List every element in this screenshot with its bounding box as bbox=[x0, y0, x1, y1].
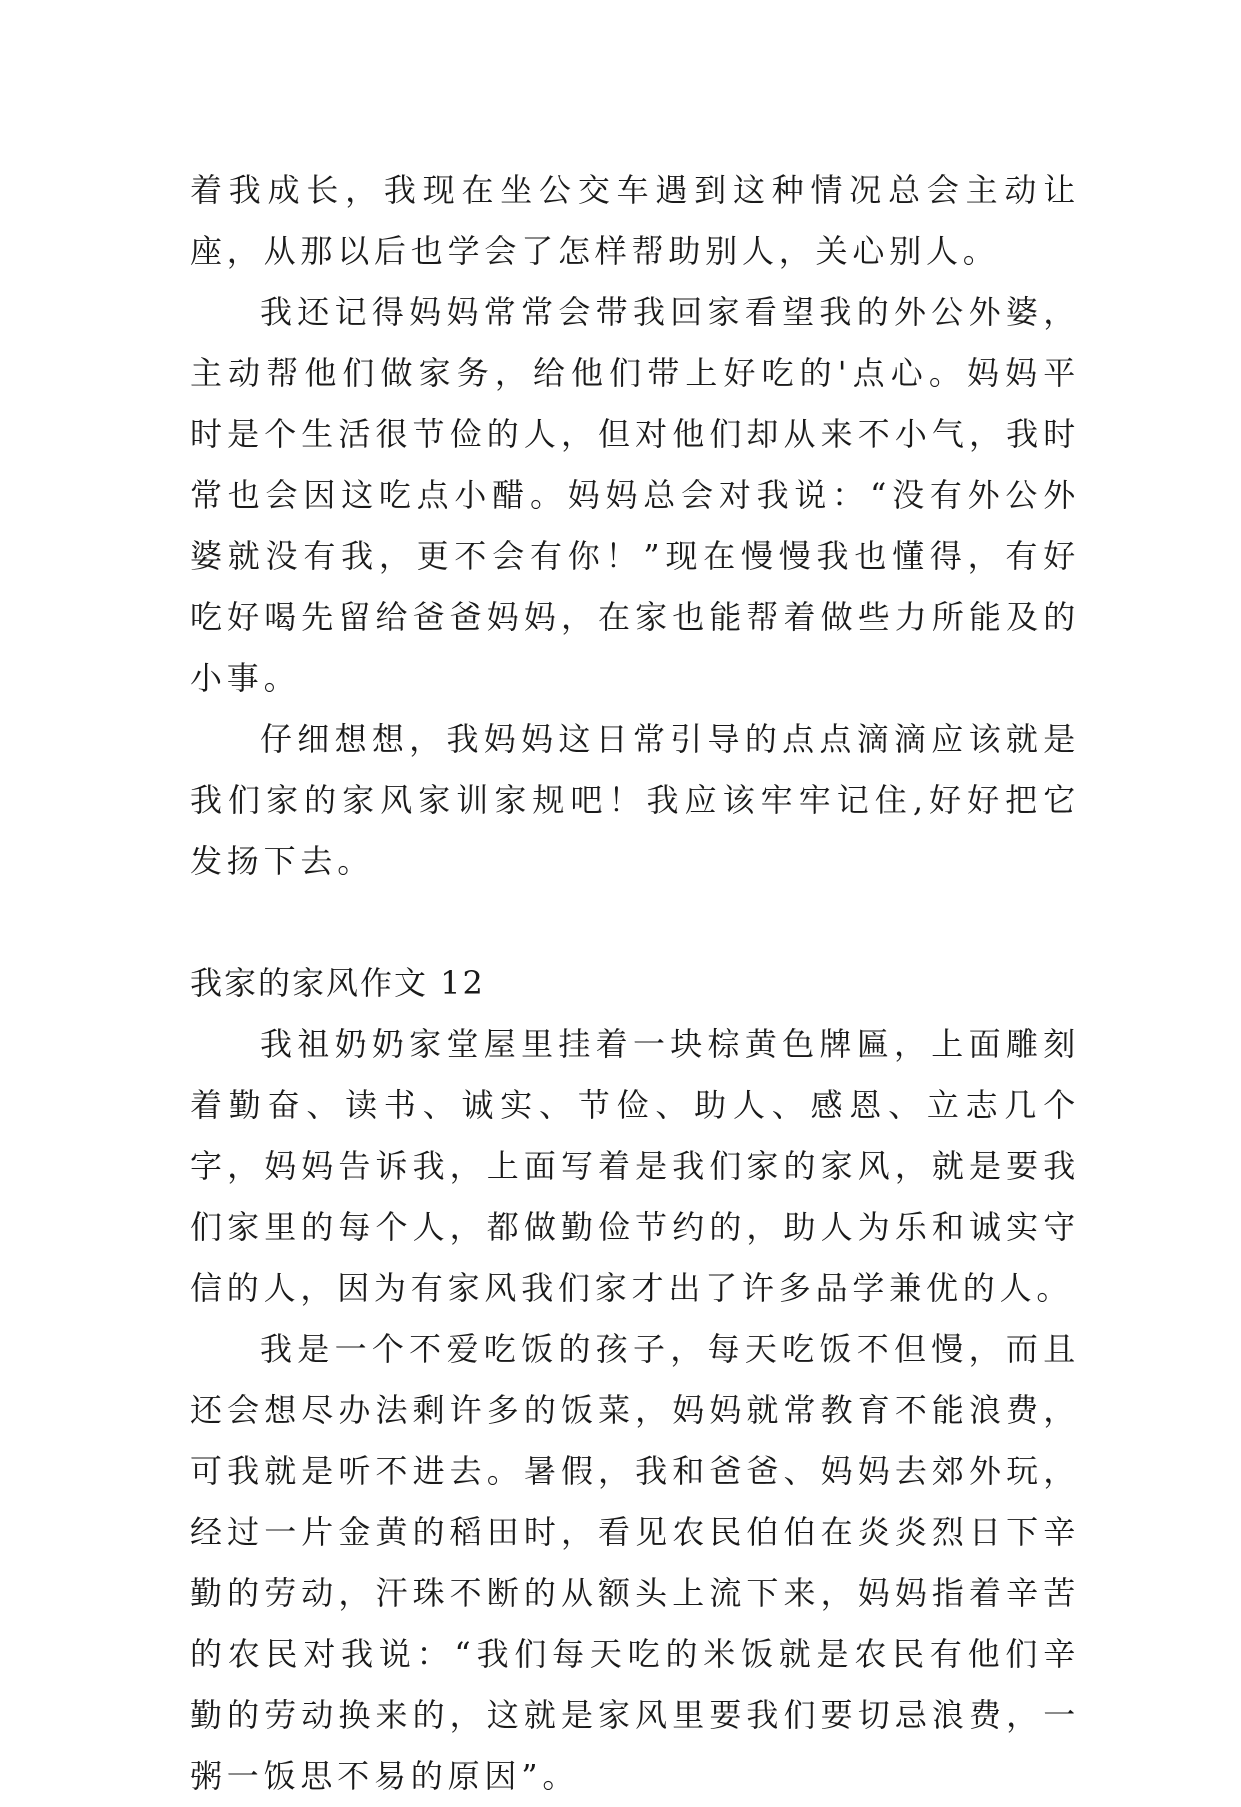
paragraph-rice-field: 我是一个不爱吃饭的孩子，每天吃饭不但慢，而且还会想尽办法剩许多的饭菜，妈妈就常教育不能浪费，可我就是听不进去。暑假，我和爸爸、妈妈去郊外玩，经过一片金黄的稻田时，看见农民伯伯在炎炎烈日下辛勤的劳动，汗珠不断的从额头上流下来，妈妈指着辛苦的农民对我说：“我们每天吃的米饭就是农民有他们辛勤的劳动换来的，这就是家风里要我们要切忌浪费，一粥一饭思不易的原因”。 bbox=[190, 1330, 1080, 1795]
document-body bbox=[190, 160, 1080, 1807]
paragraph-plaque: 我祖奶奶家堂屋里挂着一块棕黄色牌匾，上面雕刻着勤奋、读书、诚实、节俭、助人、感恩、立志几个字，妈妈告诉我，上面写着是我们家的家风，就是要我们家里的每个人，都做勤俭节约的，助人为乐和诚实守信的人，因为有家风我们家才出了许多品学兼优的人。 bbox=[190, 1025, 1080, 1307]
paragraph-continuation: 着我成长，我现在坐公交车遇到这种情况总会主动让座，从那以后也学会了怎样帮助别人，关心别人。 bbox=[190, 171, 1080, 270]
paragraph-visiting-grandparents: 我还记得妈妈常常会带我回家看望我的外公外婆，主动帮他们做家务，给他们带上好吃的'点心。妈妈平时是个生活很节俭的人，但对他们却从来不小气，我时常也会因这吃点小醋。妈妈总会对我说：“没有外公外婆就没有我，更不会有你！”现在慢慢我也懂得，有好吃好喝先留给爸爸妈妈，在家也能帮着做些力所能及的小事。 bbox=[190, 293, 1080, 697]
paragraph-family-rules: 仔细想想，我妈妈这日常引导的点点滴滴应该就是我们家的家风家训家规吧！我应该牢牢记住,好好把它发扬下去。 bbox=[190, 720, 1080, 880]
section-title: 我家的家风作文 12 bbox=[190, 964, 485, 1002]
